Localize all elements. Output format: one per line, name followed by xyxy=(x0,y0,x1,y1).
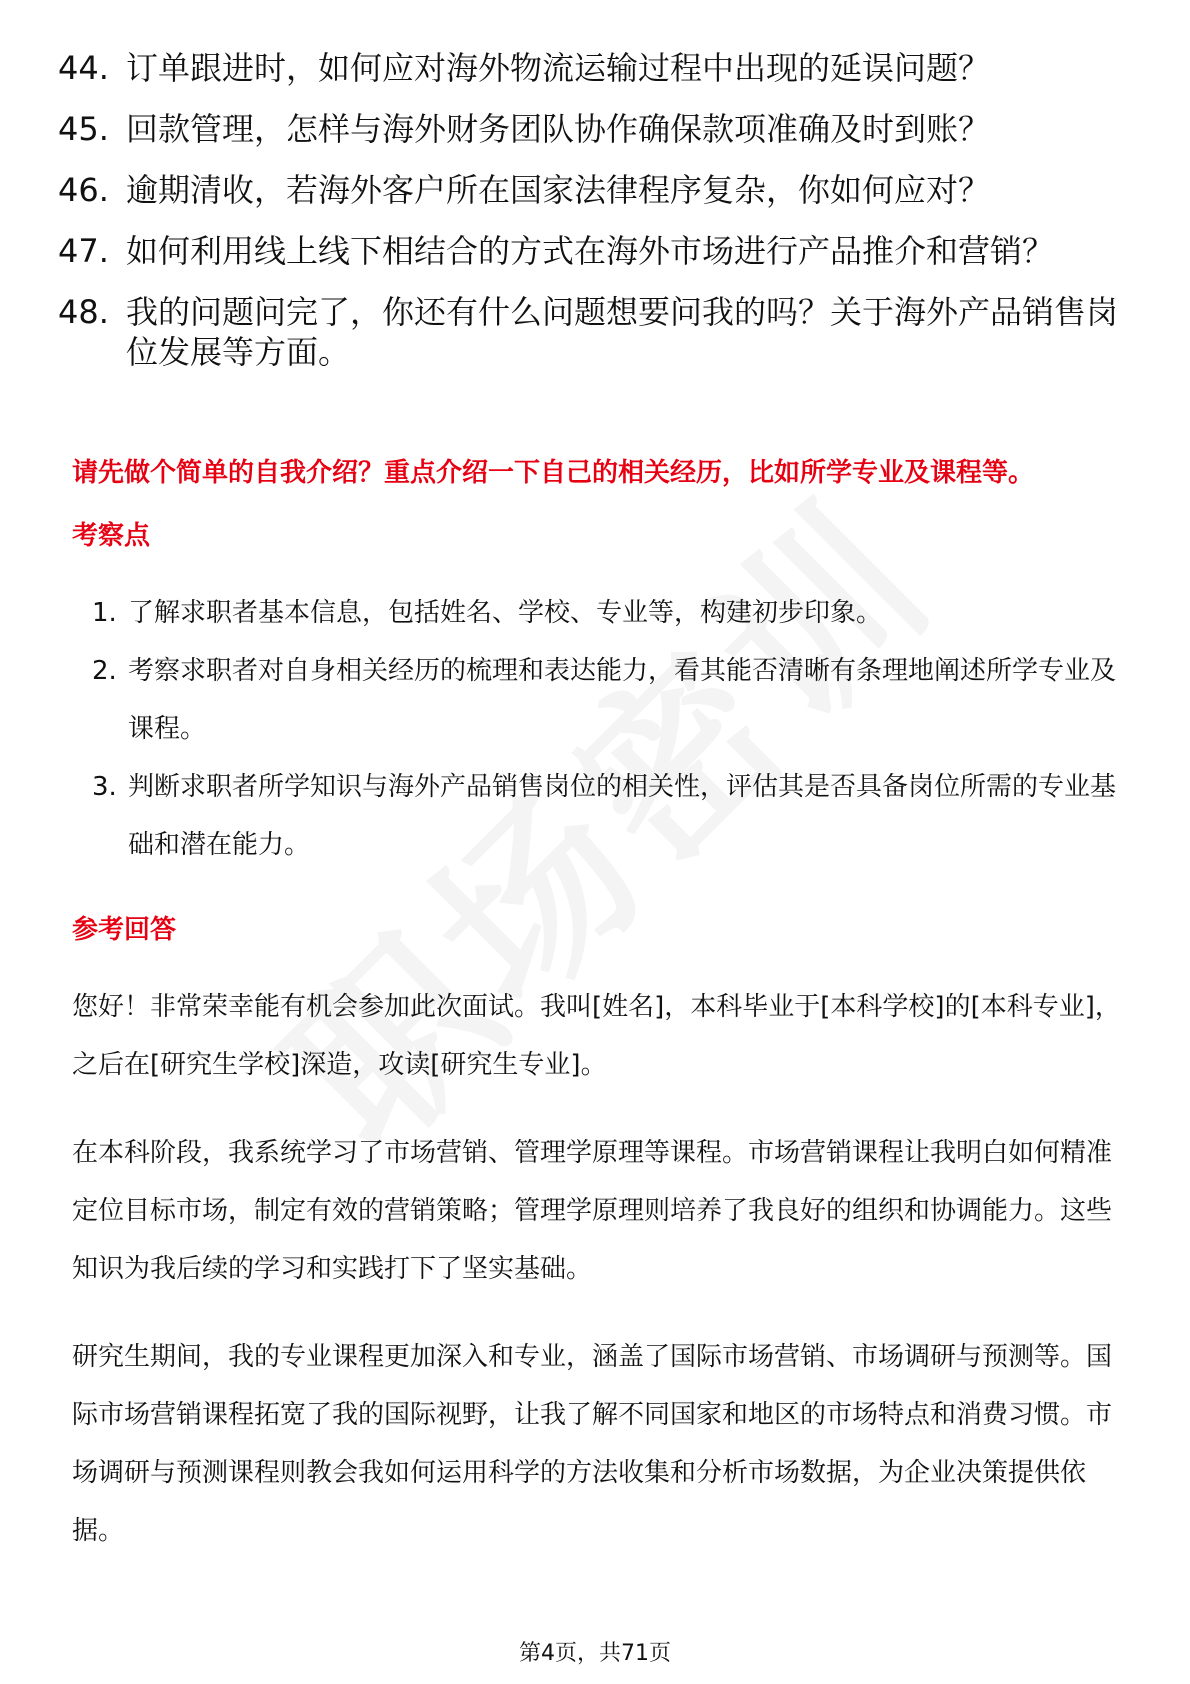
question-text: 我的问题问完了，你还有什么问题想要问我的吗？关于海外产品销售岗位发展等方面。 xyxy=(126,293,1119,371)
observation-title: 考察点 xyxy=(72,521,151,551)
point-text: 判断求职者所学知识与海外产品销售岗位的相关性，评估其是否具备岗位所需的专业基础和潜在能力。 xyxy=(128,772,1117,860)
question-number: 45. xyxy=(58,110,109,148)
point-text: 了解求职者基本信息，包括姓名、学校、专业等，构建初步印象。 xyxy=(128,598,883,628)
question-text: 逾期清收，若海外客户所在国家法律程序复杂，你如何应对？ xyxy=(126,171,991,209)
answer-paragraph: 您好！非常荣幸能有机会参加此次面试。我叫[姓名]，本科毕业于[本科学校]的[本科专业]，之后在[研究生学校]深造，攻读[研究生专业]。 xyxy=(72,992,1121,1080)
question-number: 47. xyxy=(58,232,109,270)
observation-point xyxy=(92,758,1122,874)
point-number: 2. xyxy=(92,656,117,686)
point-text: 考察求职者对自身相关经历的梳理和表达能力，看其能否清晰有条理地阐述所学专业及课程。 xyxy=(128,656,1117,744)
observation-point xyxy=(92,584,1122,642)
point-number: 1. xyxy=(92,598,117,628)
answer-section xyxy=(72,455,1122,1590)
question-text: 订单跟进时，如何应对海外物流运输过程中出现的延误问题？ xyxy=(126,49,991,87)
observation-points xyxy=(72,584,1122,874)
observation-point xyxy=(92,642,1122,758)
question-text: 如何利用线上线下相结合的方式在海外市场进行产品推介和营销？ xyxy=(126,232,1055,270)
page-footer: 第4页，共71页 xyxy=(519,1641,671,1666)
question-number: 46. xyxy=(58,171,109,209)
answer-paragraph: 研究生期间，我的专业课程更加深入和专业，涵盖了国际市场营销、市场调研与预测等。国际市场营销课程拓宽了我的国际视野，让我了解不同国家和地区的市场特点和消费习惯。市场调研与预测课程则教会我如何运用科学的方法收集和分析市场数据，为企业决策提供依据。 xyxy=(72,1342,1113,1546)
answer-paragraph: 在本科阶段，我系统学习了市场营销、管理学原理等课程。市场营销课程让我明白如何精准定位目标市场，制定有效的营销策略；管理学原理则培养了我良好的组织和协调能力。这些知识为我后续的学习和实践打下了坚实基础。 xyxy=(72,1138,1113,1284)
question-text: 回款管理，怎样与海外财务团队协作确保款项准确及时到账？ xyxy=(126,110,991,148)
question-item xyxy=(58,48,1138,88)
question-item xyxy=(58,231,1138,271)
answer-title: 参考回答 xyxy=(72,915,177,945)
question-item xyxy=(58,170,1138,210)
question-item xyxy=(58,292,1138,372)
question-item xyxy=(58,109,1138,149)
point-number: 3. xyxy=(92,772,117,802)
question-number: 48. xyxy=(58,293,109,331)
main-question-heading: 请先做个简单的自我介绍？重点介绍一下自己的相关经历，比如所学专业及课程等。 xyxy=(72,458,1035,488)
question-number: 44. xyxy=(58,49,109,87)
question-list xyxy=(58,48,1138,393)
